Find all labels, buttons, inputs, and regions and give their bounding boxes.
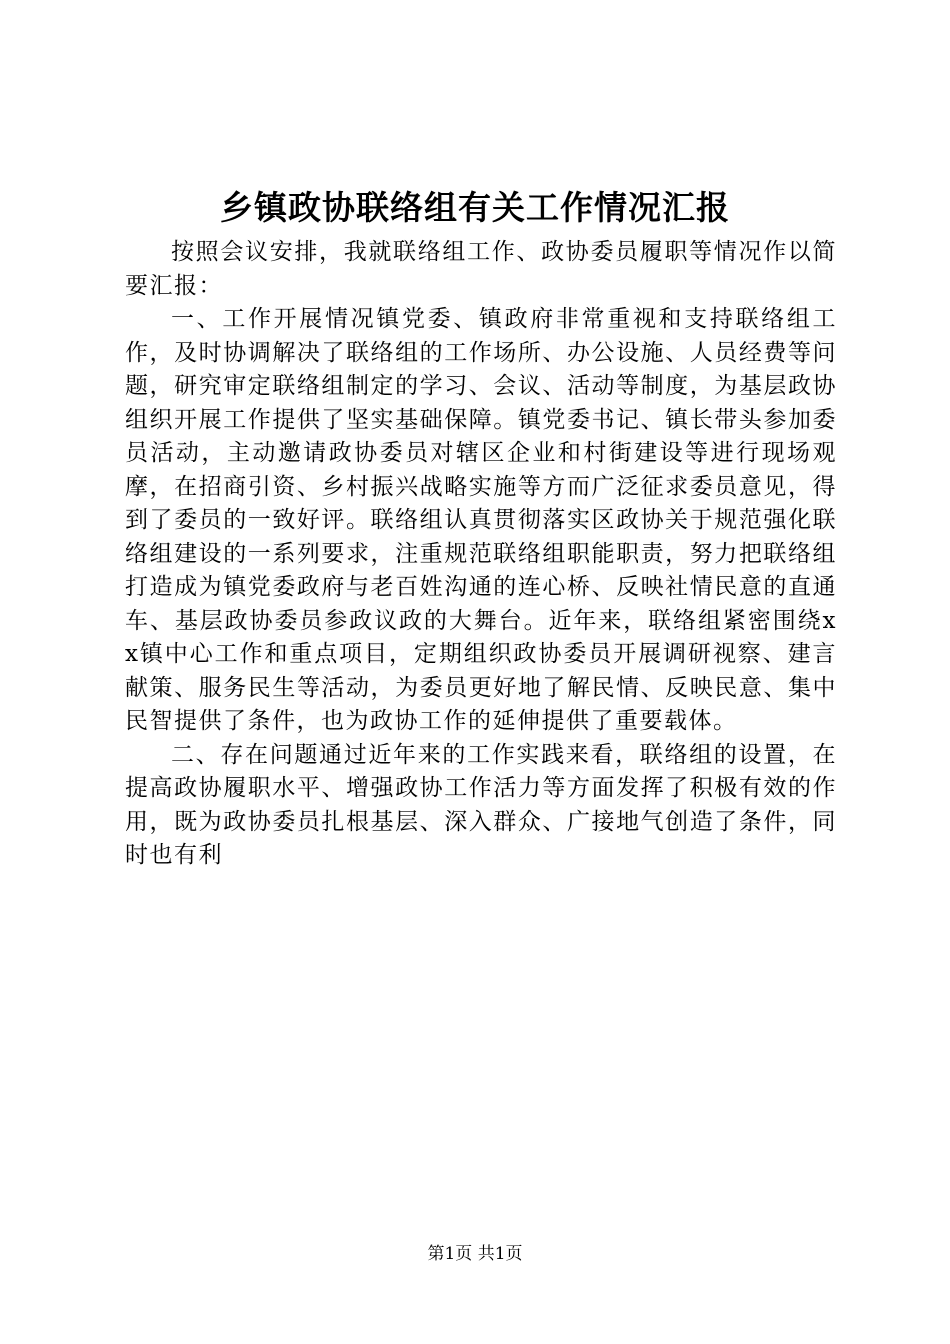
paragraph-problems: 二、存在问题通过近年来的工作实践来看，联络组的设置，在提高政协履职水平、增强政协工作活力等方面发挥了积极有效的作用，既为政协委员扎根基层、深入群众、广接地气创造了条件，同时也有利 xyxy=(125,741,837,868)
document-title: 乡镇政协联络组有关工作情况汇报 xyxy=(220,188,730,227)
paragraph-intro: 按照会议安排，我就联络组工作、政协委员履职等情况作以简要汇报： xyxy=(125,239,837,299)
paragraph-work-progress: 一、工作开展情况镇党委、镇政府非常重视和支持联络组工作，及时协调解决了联络组的工作场所、办公设施、人员经费等问题，研究审定联络组制定的学习、会议、活动等制度，为基层政协组织开展工作提供了坚实基础保障。镇党委书记、镇长带头参加委员活动，主动邀请政协委员对辖区企业和村街建设等进行现场观摩，在招商引资、乡村振兴战略实施等方而广泛征求委员意见，得到了委员的一致好评。联络组认真贯彻落实区政协关于规范强化联络组建设的一系列要求，注重规范联络组职能职责，努力把联络组打造成为镇党委政府与老百姓沟通的连心桥、反映社情民意的直通车、基层政协委员参政议政的大舞台。近年来，联络组紧密围绕xx镇中心工作和重点项目，定期组织政协委员开展调研视察、建言献策、服务民生等活动，为委员更好地了解民情、反映民意、集中民智提供了条件，也为政协工作的延伸提供了重要载体。 xyxy=(125,306,837,734)
page-number-footer: 第1页 共1页 xyxy=(427,1244,523,1264)
document-body xyxy=(125,236,837,873)
